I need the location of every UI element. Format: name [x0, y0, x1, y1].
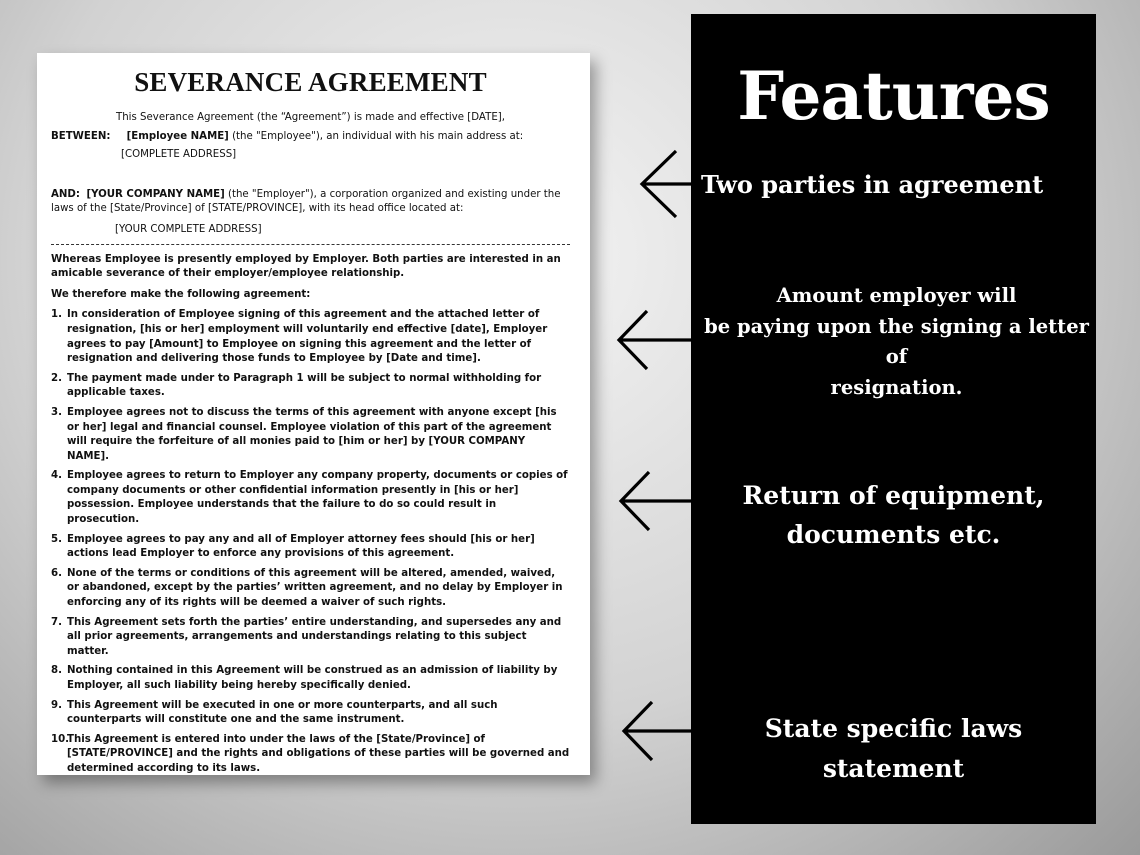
clause-text: None of the terms or conditions of this agreement will be altered, amended, waived, or abandoned, except by the parties’ written agreement, and no delay by Employer in enforcing any of its rights will be deemed a waiver of such rights. — [67, 567, 563, 609]
features-heading: Features — [737, 57, 1050, 135]
intro-text: This Severance Agreement (the “Agreement”) is made and effective [DATE], — [116, 112, 505, 123]
clause-number: 7. — [51, 616, 62, 628]
clause-text: In consideration of Employee signing of this agreement and the attached letter of resignation, [his or her] employment will voluntarily end effective [date], Employer agrees to pay [Amount] to Employee on signing this agreement and the letter of resignation and delivering those funds to Employee by [Date and time]. — [67, 309, 548, 365]
clause-text: Employee agrees to pay any and all of Employer attorney fees should [his or her] actions lead Employer to enforce any provisions of this agreement. — [67, 533, 535, 560]
whereas-text: Whereas Employee is presently employed by Employer. Both parties are interested in an amicable severance of their employer/employee relationship. — [51, 253, 561, 280]
feature-state-laws — [751, 709, 1036, 789]
features-panel — [691, 14, 1096, 824]
list-item — [51, 664, 570, 693]
clause-number: 4. — [51, 470, 62, 482]
clause-text: Nothing contained in this Agreement will be construed as an admission of liability by Employer, all such liability being hereby specifically denied. — [67, 665, 558, 691]
feature-line: be paying upon the signing a letter of — [704, 314, 1089, 368]
clause-number: 8. — [51, 665, 62, 677]
list-item — [51, 469, 570, 527]
list-item — [51, 533, 570, 562]
feature-line: documents etc. — [786, 520, 1001, 549]
clause-text: This Agreement sets forth the parties’ entire understanding, and supersedes any and all prior agreements, arrangements and understandings relating to this subject matter. — [67, 616, 562, 657]
and-clause — [51, 188, 570, 217]
clause-text: Employee agrees to return to Employer any company property, documents or copies of company documents or other confidential information presently in [his or her] possession. Employee understands that the failure to do so could result in prosecution. — [67, 470, 568, 526]
employee-address: [COMPLETE ADDRESS] — [121, 149, 237, 161]
feature-line: resignation. — [830, 375, 963, 399]
between-label: BETWEEN: — [51, 130, 111, 142]
feature-two-parties: Two parties in agreement — [701, 170, 1044, 199]
clause-number: 1. — [51, 309, 62, 321]
and-label: AND: — [51, 188, 80, 200]
clause-list — [51, 308, 570, 776]
clause-number: 10. — [51, 733, 70, 745]
left-arrow-icon — [636, 147, 696, 221]
feature-amount — [699, 281, 1094, 403]
list-item — [51, 567, 570, 611]
list-item — [51, 406, 570, 464]
list-item — [51, 699, 570, 728]
therefore-text: We therefore make the following agreement: — [51, 288, 311, 300]
feature-line: Amount employer will — [776, 284, 1017, 307]
between-clause — [51, 130, 570, 145]
left-arrow-icon — [615, 470, 695, 532]
clause-text: Employee agrees not to discuss the terms of this agreement with anyone except [his or her] legal and financial counsel. Employee violation of this part of the agreement will require the forfeiture of all monies paid to [him or her] by [YOUR COMPANY NAME]. — [67, 406, 557, 462]
feature-line: State specific laws — [764, 714, 1023, 743]
company-desc: (the "Employer"), a corporation organized and existing under the laws of the [State/Province] of [STATE/PROVINCE], with its head office located at: — [51, 188, 561, 215]
clause-number: 6. — [51, 567, 62, 579]
feature-return-equipment — [731, 476, 1056, 554]
employee-desc: (the "Employee"), an individual with his main address at: — [228, 130, 524, 142]
left-arrow-icon — [613, 309, 695, 371]
company-address: [YOUR COMPLETE ADDRESS] — [115, 223, 262, 235]
list-item — [51, 308, 570, 366]
clause-text: This Agreement will be executed in one or more counterparts, and all such counterparts will constitute one and the same instrument. — [67, 699, 498, 726]
feature-line: statement — [822, 754, 965, 783]
document-title: SEVERANCE AGREEMENT — [134, 67, 487, 97]
agreement-document — [37, 53, 590, 775]
clause-number: 9. — [51, 699, 62, 711]
clause-text: This Agreement is entered into under the laws of the [State/Province] of [STATE/PROVINCE] and the rights and obligations of these parties will be governed and determined according to its laws. — [67, 733, 570, 774]
feature-line: Return of equipment, — [742, 481, 1045, 510]
clause-number: 2. — [51, 372, 62, 384]
employee-name: [Employee NAME] — [126, 130, 229, 142]
list-item — [51, 616, 570, 660]
dashed-separator — [51, 244, 570, 245]
list-item — [51, 372, 570, 401]
clause-number: 5. — [51, 533, 62, 545]
list-item — [51, 733, 570, 777]
company-name: [YOUR COMPANY NAME] — [86, 188, 225, 200]
clause-number: 3. — [51, 406, 62, 418]
clause-text: The payment made under to Paragraph 1 will be subject to normal withholding for applicable taxes. — [67, 372, 542, 399]
left-arrow-icon — [618, 700, 694, 762]
